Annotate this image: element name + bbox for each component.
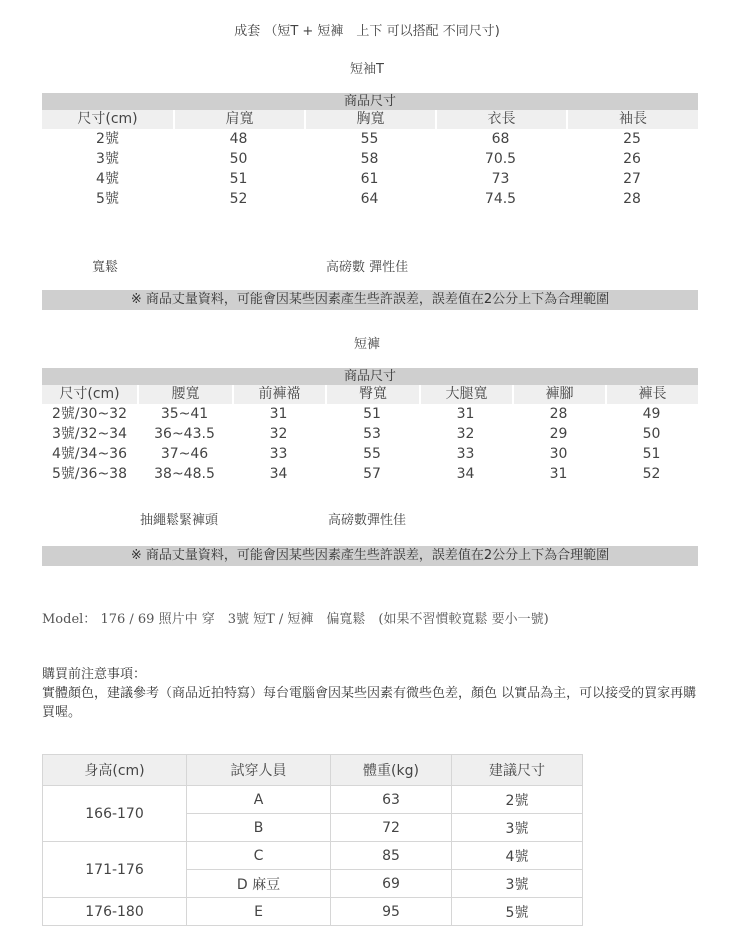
- table-cell: 50: [642, 426, 661, 442]
- table-cell: 32: [456, 426, 475, 442]
- table-row: [43, 898, 583, 926]
- table-cell: 31: [549, 466, 568, 482]
- weight-cell: 95: [331, 898, 452, 926]
- table-cell: 55: [363, 446, 381, 462]
- table-row: [42, 149, 698, 169]
- height-cell: 176-180: [43, 898, 187, 926]
- column-header: 尺寸(cm): [42, 110, 173, 129]
- column-header: 褲腳: [512, 385, 605, 404]
- table-cell: 3號: [96, 151, 119, 167]
- table-cell: 28: [623, 191, 641, 207]
- table-cell: 55: [360, 131, 379, 147]
- table-cell: 74.5: [484, 191, 517, 207]
- table-cell: 28: [549, 406, 568, 422]
- shorts-size-table: [42, 368, 698, 484]
- weight-cell: 69: [331, 870, 452, 898]
- table-cell: 50: [229, 151, 248, 167]
- size-cell: 4號: [452, 842, 583, 870]
- table-cell: 64: [360, 191, 379, 207]
- height-cell: 171-176: [43, 842, 187, 898]
- tshirt-header-row: [42, 110, 698, 129]
- table-cell: 57: [363, 466, 381, 482]
- shorts-header-row: [42, 385, 698, 404]
- table-row: [42, 424, 698, 444]
- size-cell: 3號: [452, 870, 583, 898]
- weight-cell: 72: [331, 814, 452, 842]
- table-cell: 4號/34~36: [52, 446, 127, 462]
- table-cell: 31: [456, 406, 475, 422]
- table-row: [42, 189, 698, 209]
- table-cell: 48: [229, 131, 248, 147]
- table-cell: 37~46: [160, 446, 209, 462]
- shorts-section-title: 短褲: [353, 337, 380, 352]
- table-cell: 5號: [96, 191, 119, 207]
- table-row: [43, 786, 583, 814]
- column-header: 身高(cm): [43, 755, 187, 786]
- purchase-notice: [42, 665, 702, 722]
- table-cell: 26: [623, 151, 641, 167]
- table-cell: 73: [491, 171, 510, 187]
- table-cell: 30: [549, 446, 568, 462]
- table-row: [42, 129, 698, 149]
- table-row: [42, 464, 698, 484]
- table-row: [42, 444, 698, 464]
- size-cell: 5號: [452, 898, 583, 926]
- tshirt-fabric-label: 高磅數 彈性佳: [326, 260, 409, 275]
- size-cell: 2號: [452, 786, 583, 814]
- table-row: [42, 169, 698, 189]
- tester-cell: E: [187, 898, 331, 926]
- column-header: 袖長: [566, 110, 698, 129]
- tester-cell: A: [187, 786, 331, 814]
- table-cell: 36~43.5: [154, 426, 215, 442]
- table-row: [42, 404, 698, 424]
- table-cell: 32: [269, 426, 288, 442]
- tester-cell: C: [187, 842, 331, 870]
- table-cell: 68: [491, 131, 510, 147]
- table-cell: 25: [623, 131, 641, 147]
- model-info: Model： 176 / 69 照片中 穿 3號 短T / 短褲 偏寬鬆 (如果不習慣較寬鬆 要小一號): [42, 612, 549, 627]
- table-cell: 51: [642, 446, 661, 462]
- table-cell: 31: [269, 406, 288, 422]
- table-cell: 5號/36~38: [52, 466, 127, 482]
- column-header: 前褲襠: [232, 385, 325, 404]
- column-header: 試穿人員: [187, 755, 331, 786]
- tshirt-section-title: 短袖T: [350, 62, 384, 77]
- table-cell: 35~41: [160, 406, 209, 422]
- column-header: 衣長: [435, 110, 566, 129]
- column-header: 胸寬: [304, 110, 435, 129]
- table-cell: 53: [363, 426, 381, 442]
- table-cell: 27: [623, 171, 641, 187]
- table-cell: 3號/32~34: [52, 426, 127, 442]
- table-cell: 34: [456, 466, 475, 482]
- table-cell: 2號: [96, 131, 119, 147]
- height-cell: 166-170: [43, 786, 187, 842]
- table-cell: 61: [360, 171, 379, 187]
- table-cell: 38~48.5: [154, 466, 215, 482]
- table-cell: 51: [229, 171, 248, 187]
- table-cell: 33: [456, 446, 475, 462]
- weight-cell: 85: [331, 842, 452, 870]
- shorts-waist-label: 抽繩鬆緊褲頭: [140, 513, 219, 528]
- fitting-table: [42, 754, 583, 926]
- notice-body: 實體顏色，建議參考（商品近拍特寫）每台電腦會因某些因素有微些色差，顏色 以實品為主，可以接受的買家再購買喔。: [42, 686, 697, 720]
- shorts-measure-note: ※ 商品丈量資料，可能會因某些因素產生些許誤差，誤差值在2公分上下為合理範圍: [42, 546, 698, 566]
- shorts-fabric-label: 高磅數彈性佳: [328, 513, 407, 528]
- tshirt-measure-note: ※ 商品丈量資料，可能會因某些因素產生些許誤差，誤差值在2公分上下為合理範圍: [42, 290, 698, 310]
- table-cell: 33: [269, 446, 288, 462]
- table-cell: 29: [549, 426, 568, 442]
- table-cell: 70.5: [484, 151, 517, 167]
- tester-cell: B: [187, 814, 331, 842]
- column-header: 體重(kg): [331, 755, 452, 786]
- fitting-header-row: [43, 755, 583, 786]
- tester-cell: D 麻豆: [187, 870, 331, 898]
- table-cell: 52: [642, 466, 661, 482]
- table-cell: 52: [229, 191, 248, 207]
- column-header: 腰寬: [137, 385, 232, 404]
- column-header: 建議尺寸: [452, 755, 583, 786]
- table-cell: 49: [642, 406, 661, 422]
- table-cell: 58: [360, 151, 379, 167]
- column-header: 肩寬: [173, 110, 304, 129]
- page-title: 成套 （短T + 短褲 上下 可以搭配 不同尺寸): [234, 24, 500, 39]
- shorts-size-bar: 商品尺寸: [42, 368, 698, 385]
- notice-heading: 購買前注意事項：: [42, 667, 147, 682]
- table-cell: 51: [363, 406, 381, 422]
- tshirt-fit-label: 寬鬆: [92, 260, 119, 275]
- table-row: [43, 842, 583, 870]
- column-header: 臀寬: [325, 385, 419, 404]
- table-cell: 2號/30~32: [52, 406, 127, 422]
- tshirt-size-table: [42, 93, 698, 209]
- column-header: 褲長: [605, 385, 698, 404]
- size-cell: 3號: [452, 814, 583, 842]
- tshirt-size-bar: 商品尺寸: [42, 93, 698, 110]
- table-cell: 34: [269, 466, 288, 482]
- column-header: 尺寸(cm): [42, 385, 137, 404]
- weight-cell: 63: [331, 786, 452, 814]
- column-header: 大腿寬: [419, 385, 512, 404]
- table-cell: 4號: [96, 171, 119, 187]
